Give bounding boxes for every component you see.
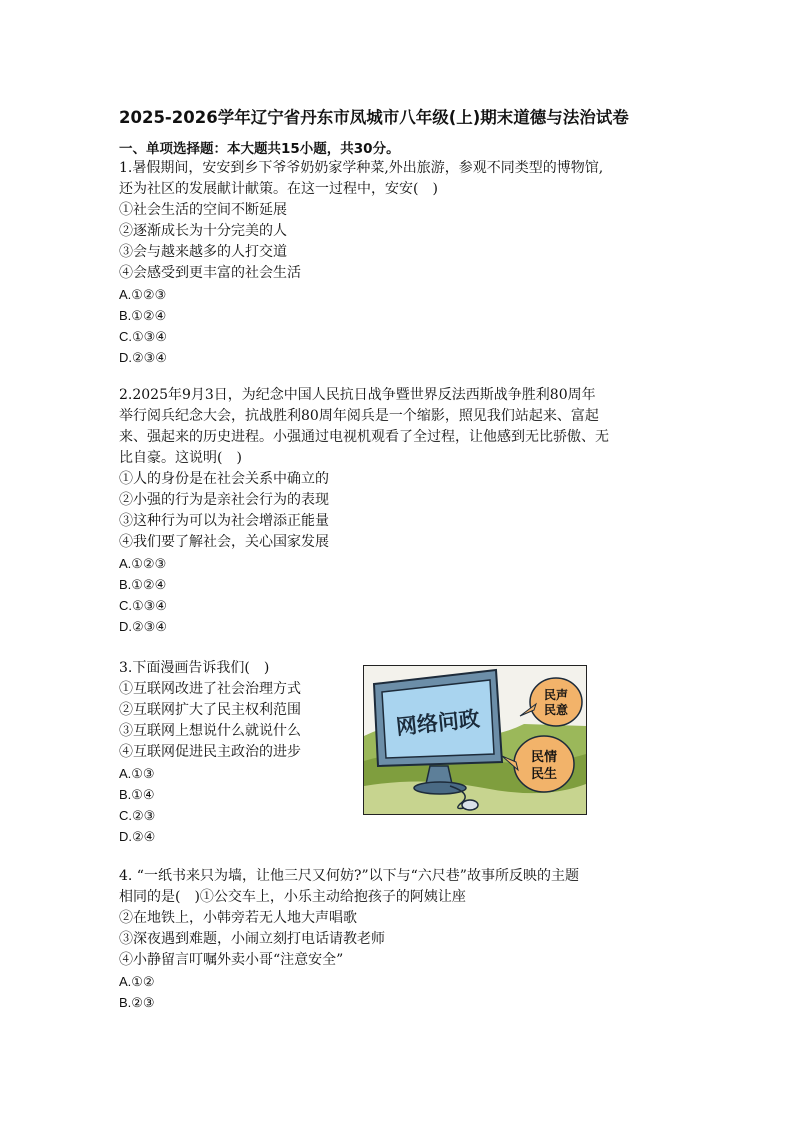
answer-option[interactable]: A.①②③ xyxy=(119,556,167,571)
question-4 xyxy=(119,866,679,1013)
answer-option[interactable]: A.①② xyxy=(119,974,155,989)
statement-item: ②逐渐成长为十分完美的人 xyxy=(119,223,287,239)
statement-item: ④会感受到更丰富的社会生活 xyxy=(119,265,301,281)
answer-option[interactable]: A.①②③ xyxy=(119,287,167,302)
answer-option[interactable]: B.①②④ xyxy=(119,577,167,592)
bubble-text-line: 民声 xyxy=(543,688,569,702)
question-stem-line: 1.暑假期间，安安到乡下爷爷奶奶家学种菜,外出旅游，参观不同类型的博物馆, xyxy=(119,160,604,176)
bubble-text-line: 民生 xyxy=(530,767,558,782)
answer-option[interactable]: D.②③④ xyxy=(119,619,167,634)
statement-item: ③这种行为可以为社会增添正能量 xyxy=(119,513,329,529)
section-heading: 一、单项选择题：本大题共15小题，共30分。 xyxy=(119,141,400,157)
question-stem-line: 2.2025年9月3日，为纪念中国人民抗日战争暨世界反法西斯战争胜利80周年 xyxy=(119,387,596,403)
question-3 xyxy=(119,658,359,847)
statement-item: ①社会生活的空间不断延展 xyxy=(119,202,287,218)
answer-option[interactable]: B.①②④ xyxy=(119,308,167,323)
answer-option[interactable]: D.②④ xyxy=(119,829,156,844)
statement-item: ①互联网改进了社会治理方式 xyxy=(119,681,301,697)
cartoon-screen-text: 网络问政 xyxy=(394,706,481,740)
cartoon-illustration xyxy=(364,666,586,814)
answer-option[interactable]: C.①③④ xyxy=(119,329,167,344)
answer-option[interactable]: C.①③④ xyxy=(119,598,167,613)
statement-item: ④小静留言叮嘱外卖小哥“注意安全” xyxy=(119,952,344,968)
statement-item: ④我们要了解社会，关心国家发展 xyxy=(119,534,329,550)
statement-item: ①人的身份是在社会关系中确立的 xyxy=(119,471,329,487)
question-stem-line: 还为社区的发展献计献策。在这一过程中，安安( ) xyxy=(119,181,438,197)
statement-item: ④互联网促进民主政治的进步 xyxy=(119,744,301,760)
statement-item: ②小强的行为是亲社会行为的表现 xyxy=(119,492,329,508)
statement-item: ③会与越来越多的人打交道 xyxy=(119,244,287,260)
question-stem-line: 相同的是( )①公交车上，小乐主动给抱孩子的阿姨让座 xyxy=(119,889,466,905)
answer-option[interactable]: B.①④ xyxy=(119,787,155,802)
bubble-text-line: 民情 xyxy=(530,750,558,765)
statement-item: ③互联网上想说什么就说什么 xyxy=(119,723,301,739)
question-stem-line: 4. “一纸书来只为墙，让他三尺又何妨?”以下与“六尺巷”故事所反映的主题 xyxy=(119,868,579,884)
answer-option[interactable]: C.②③ xyxy=(119,808,156,823)
question-stem-line: 举行阅兵纪念大会，抗战胜利80周年阅兵是一个缩影，照见我们站起来、富起 xyxy=(119,408,599,424)
answer-option[interactable]: B.②③ xyxy=(119,995,155,1010)
bubble-text-line: 民意 xyxy=(543,703,569,717)
answer-option[interactable]: A.①③ xyxy=(119,766,155,781)
statement-item: ②互联网扩大了民主权利范围 xyxy=(119,702,301,718)
question-stem-line: 来、强起来的历史进程。小强通过电视机观看了全过程，让他感到无比骄傲、无 xyxy=(119,429,609,445)
statement-item: ②在地铁上，小韩旁若无人地大声唱歌 xyxy=(119,910,357,926)
question-1 xyxy=(119,158,679,368)
question-2 xyxy=(119,385,679,637)
question-stem-line: 比自豪。这说明( ) xyxy=(119,450,242,466)
answer-option[interactable]: D.②③④ xyxy=(119,350,167,365)
statement-item: ③深夜遇到难题，小闹立刻打电话请教老师 xyxy=(119,931,385,947)
cartoon-image xyxy=(363,665,587,815)
exam-title: 2025-2026学年辽宁省丹东市凤城市八年级(上)期末道德与法治试卷 xyxy=(119,108,629,127)
question-stem-line: 3.下面漫画告诉我们( ) xyxy=(119,660,270,676)
